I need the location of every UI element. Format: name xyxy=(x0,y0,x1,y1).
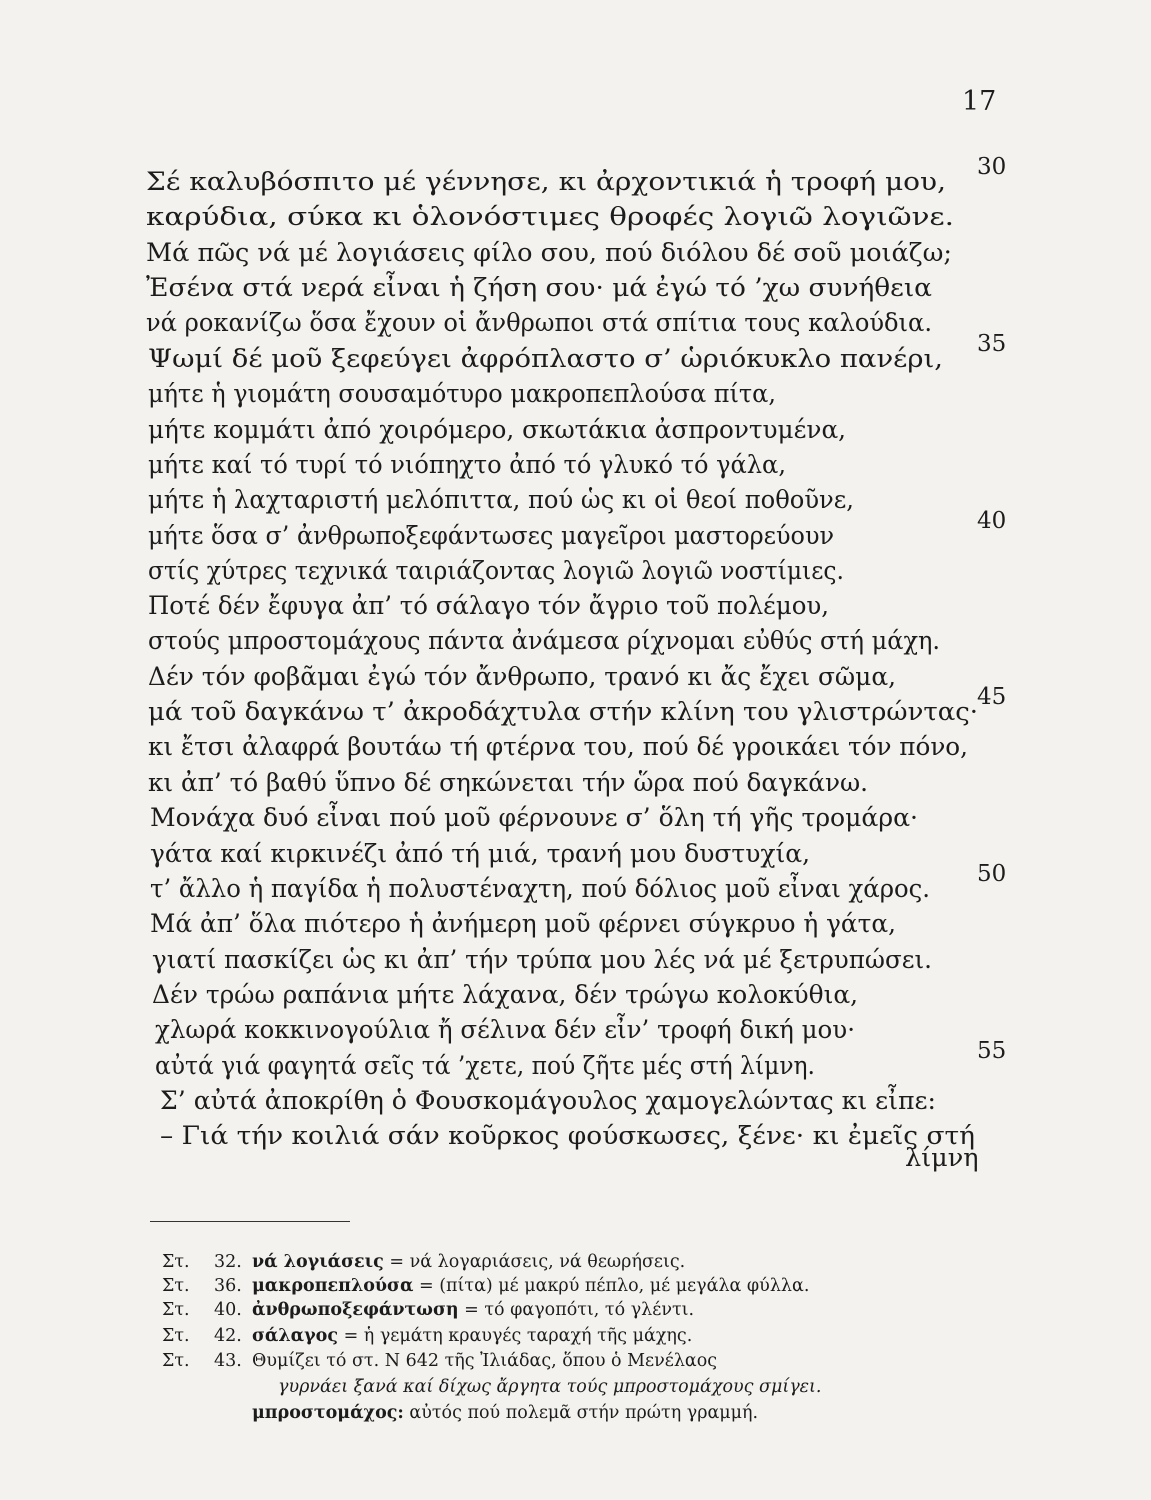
verse-text: καρύδια, σύκα κι ὁλονόστιμες θροφές λογιῶ λογιῶνε. xyxy=(146,202,954,232)
footnote-definition: = ἡ γεμάτη κραυγές ταραχή τῆς μάχης. xyxy=(338,1326,693,1346)
verse-text: κι ἔτσι ἀλαφρά βουτάω τή φτέρνα του, πού δέ γροικάει τόν πόνο, xyxy=(148,732,968,762)
footnote-verse-number: 32. xyxy=(214,1252,242,1272)
verse-text: Ποτέ δέν ἔφυγα ἀπ’ τό σάλαγο τόν ἄγριο τοῦ πολέμου, xyxy=(148,591,829,621)
footnote-term: σάλαγος xyxy=(252,1326,338,1346)
verse-text: μήτε καί τό τυρί τό νιόπηχτο ἀπό τό γλυκό τό γάλα, xyxy=(148,450,786,480)
verse-text: Ἐσένα στά νερά εἶναι ἡ ζήση σου· μά ἐγώ τό ’χω συνήθεια xyxy=(146,273,932,303)
line-number: 55 xyxy=(977,1038,1007,1064)
footnote-divider xyxy=(150,1221,350,1222)
line-number: 45 xyxy=(977,684,1007,710)
verse-text: Μά πῶς νά μέ λογιάσεις φίλο σου, πού διόλου δέ σοῦ μοιάζω; xyxy=(146,238,952,268)
verse-text: Δέν τρώω ραπάνια μήτε λάχανα, δέν τρώγω κολοκύθια, xyxy=(152,980,858,1010)
footnote-definition: = νά λογαριάσεις, νά θεωρήσεις. xyxy=(383,1252,686,1272)
footnote-verse-number: 42. xyxy=(214,1326,242,1346)
verse-text: μήτε ὅσα σ’ ἀνθρωποξεφάντωσες μαγεῖροι μαστορεύουν xyxy=(148,521,834,551)
footnote-prefix: Στ. xyxy=(162,1300,190,1320)
line-number: 50 xyxy=(977,861,1007,887)
verse-text: Μονάχα δυό εἶναι πού μοῦ φέρνουνε σ’ ὅλη τή γῆς τρομάρα· xyxy=(150,803,918,833)
footnote xyxy=(162,1300,694,1320)
verse-text: αὐτά γιά φαγητά σεῖς τά ’χετε, πού ζῆτε μές στή λίμνη. xyxy=(155,1051,815,1081)
footnote-verse-number: 40. xyxy=(214,1300,242,1320)
footnote xyxy=(162,1276,809,1296)
footnote xyxy=(162,1351,717,1371)
footnote-verse-number: 36. xyxy=(214,1276,242,1296)
verse-text: κι ἀπ’ τό βαθύ ὕπνο δέ σηκώνεται τήν ὥρα πού δαγκάνω. xyxy=(148,768,868,798)
verse-text: μήτε ἡ λαχταριστή μελόπιττα, πού ὡς κι οἱ θεοί ποθοῦνε, xyxy=(148,485,854,515)
verse-text: γιατί πασκίζει ὡς κι ἀπ’ τήν τρύπα μου λές νά μέ ξετρυπώσει. xyxy=(152,945,932,975)
verse-text: Σέ καλυβόσπιτο μέ γέννησε, κι ἀρχοντικιά ἡ τροφή μου, xyxy=(146,167,946,197)
footnote-term: νά λογιάσεις xyxy=(252,1252,384,1272)
verse-text: Δέν τόν φοβᾶμαι ἐγώ τόν ἄνθρωπο, τρανό κι ἄς ἔχει σῶμα, xyxy=(148,662,896,692)
footnote-definition: Θυμίζει τό στ. Ν 642 τῆς Ἰλιάδας, ὅπου ὁ Μενέλαος xyxy=(252,1351,718,1371)
footnote-continuation-definition xyxy=(252,1403,758,1423)
verse-text: χλωρά κοκκινογούλια ἤ σέλινα δέν εἶν’ τροφή δική μου· xyxy=(155,1015,855,1045)
page-number: 17 xyxy=(962,86,997,117)
verse-text: Ψωμί δέ μοῦ ξεφεύγει ἀφρόπλαστο σ’ ὡριόκυκλο πανέρι, xyxy=(148,344,944,374)
verse-text: στούς μπροστομάχους πάντα ἀνάμεσα ρίχνομαι εὐθύς στή μάχη. xyxy=(148,626,940,656)
verse-text: Σ’ αὐτά ἀποκρίθη ὁ Φουσκομάγουλος χαμογελώντας κι εἶπε: xyxy=(160,1086,936,1116)
line-number: 35 xyxy=(977,331,1007,357)
footnote-prefix: Στ. xyxy=(162,1252,190,1272)
verse-text: – Γιά τήν κοιλιά σάν κοῦρκος φούσκωσες, ξένε· κι ἐμεῖς στή xyxy=(160,1121,976,1151)
footnote-continuation-quote: γυρνάει ξανά καί δίχως ἄργητα τούς μπροστομάχους σμίγει. xyxy=(278,1377,822,1397)
footnote xyxy=(162,1326,692,1346)
verse-text: στίς χύτρες τεχνικά ταιριάζοντας λογιῶ λογιῶ νοστίμιες. xyxy=(148,556,844,586)
verse-text: νά ροκανίζω ὅσα ἔχουν οἱ ἄνθρωποι στά σπίτια τους καλούδια. xyxy=(146,308,932,338)
footnote xyxy=(162,1252,685,1272)
footnote-definition: = (πίτα) μέ μακρύ πέπλο, μέ μεγάλα φύλλα. xyxy=(413,1276,810,1296)
footnote-term: μπροστομάχος: xyxy=(252,1403,404,1423)
footnote-prefix: Στ. xyxy=(162,1326,190,1346)
verse-text: μήτε ἡ γιομάτη σουσαμότυρο μακροπεπλούσα πίτα, xyxy=(148,379,776,409)
verse-text: μήτε κομμάτι ἀπό χοιρόμερο, σκωτάκια ἀσπροντυμένα, xyxy=(148,415,846,445)
footnote-term: μακροπεπλούσα xyxy=(252,1276,414,1296)
line-number: 30 xyxy=(977,154,1007,180)
verse-text: γάτα καί κιρκινέζι ἀπό τή μιά, τρανή μου δυστυχία, xyxy=(150,839,810,869)
footnote-definition: αὐτός πού πολεμᾶ στήν πρώτη γραμμή. xyxy=(403,1403,759,1423)
footnote-prefix: Στ. xyxy=(162,1351,190,1371)
line-number: 40 xyxy=(977,508,1007,534)
footnote-term: ἀνθρωποξεφάντωση xyxy=(252,1300,459,1320)
footnote-definition: = τό φαγοπότι, τό γλέντι. xyxy=(458,1300,695,1320)
verse-text: τ’ ἄλλο ἡ παγίδα ἡ πολυστέναχτη, πού δόλιος μοῦ εἶναι χάρος. xyxy=(150,874,930,904)
footnote-prefix: Στ. xyxy=(162,1276,190,1296)
verse-text: Μά ἀπ’ ὅλα πιότερο ἡ ἀνήμερη μοῦ φέρνει σύγκρυο ἡ γάτα, xyxy=(150,909,896,939)
footnote-verse-number: 43. xyxy=(214,1351,242,1371)
verse-text: μά τοῦ δαγκάνω τ’ ἀκροδάχτυλα στήν κλίνη του γλιστρώντας· xyxy=(148,697,979,727)
verse-continuation: λίμνη xyxy=(905,1143,979,1173)
